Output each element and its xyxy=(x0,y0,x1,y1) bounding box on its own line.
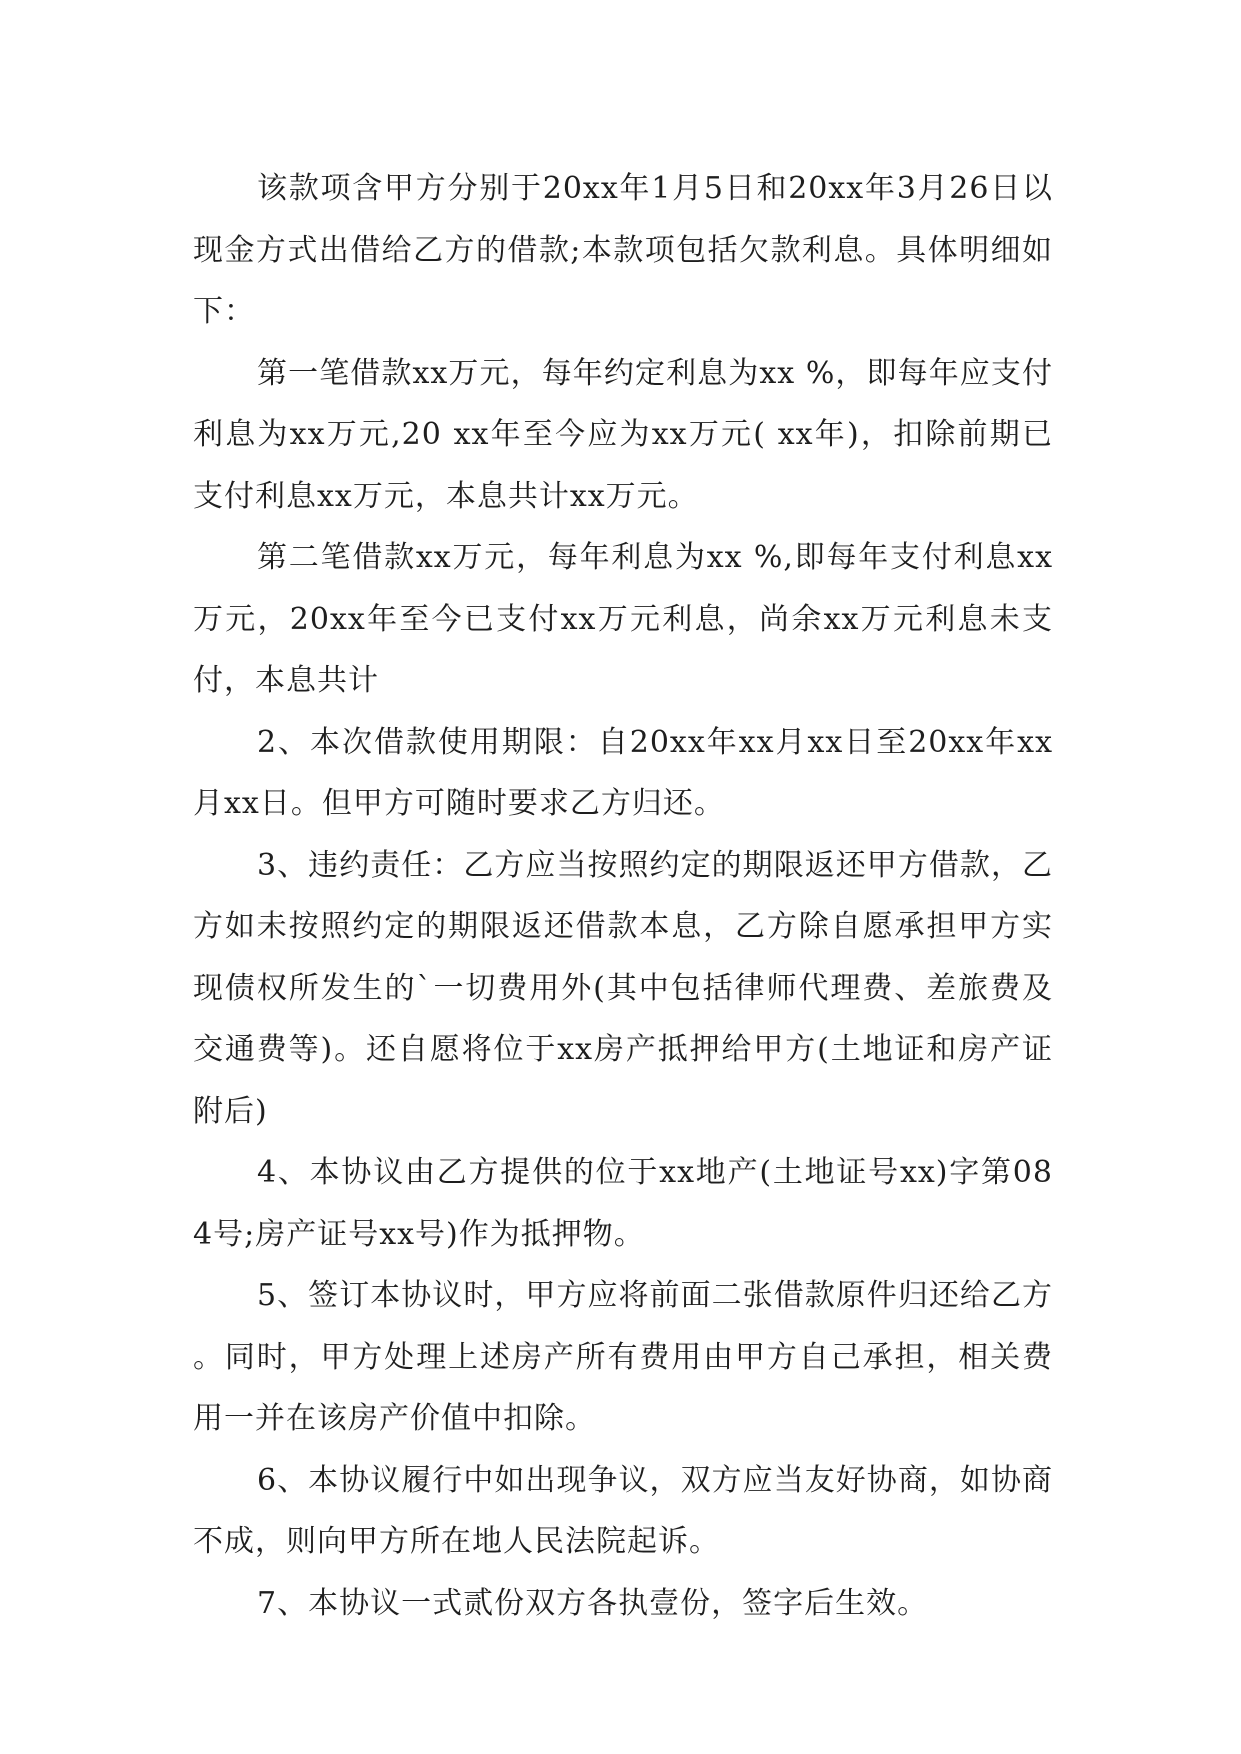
paragraph-dispute: 6、本协议履行中如出现争议，双方应当友好协商，如协商不成，则向甲方所在地人民法院起诉。 xyxy=(193,1462,1053,1559)
paragraph-second-loan: 第二笔借款xx万元，每年利息为xx %,即每年支付利息xx万元，20xx年至今已支付xx万元利息，尚余xx万元利息未支付，本息共计 xyxy=(193,540,1053,698)
paragraph-collateral: 4、本协议由乙方提供的位于xx地产(土地证号xx)字第084号;房产证号xx号)作为抵押物。 xyxy=(193,1155,1053,1252)
paragraph-first-loan: 第一笔借款xx万元，每年约定利息为xx %，即每年应支付利息为xx万元,20 xx年至今应为xx万元( xx年)，扣除前期已支付利息xx万元，本息共计xx万元。 xyxy=(193,355,1053,514)
paragraph-liability: 3、违约责任：乙方应当按照约定的期限返还甲方借款，乙方如未按照约定的期限返还借款本息，乙方除自愿承担甲方实现债权所发生的`一切费用外(其中包括律师代理费、差旅费及交通费等)。还自愿将位于xx房产抵押给甲方(土地证和房产证附后) xyxy=(193,847,1053,1129)
paragraph-copies: 7、本协议一式贰份双方各执壹份，签字后生效。 xyxy=(257,1585,929,1621)
paragraph-loan-term: 2、本次借款使用期限：自20xx年xx月xx日至20xx年xx月xx日。但甲方可随时要求乙方归还。 xyxy=(193,724,1053,821)
paragraph-signing: 5、签订本协议时，甲方应将前面二张借款原件归还给乙方。同时，甲方处理上述房产所有费用由甲方自己承担，相关费用一并在该房产价值中扣除。 xyxy=(193,1278,1053,1436)
document-body xyxy=(193,158,1053,1634)
paragraph-loan-source: 该款项含甲方分别于20xx年1月5日和20xx年3月26日以现金方式出借给乙方的借款;本款项包括欠款利息。具体明细如下： xyxy=(193,171,1053,329)
